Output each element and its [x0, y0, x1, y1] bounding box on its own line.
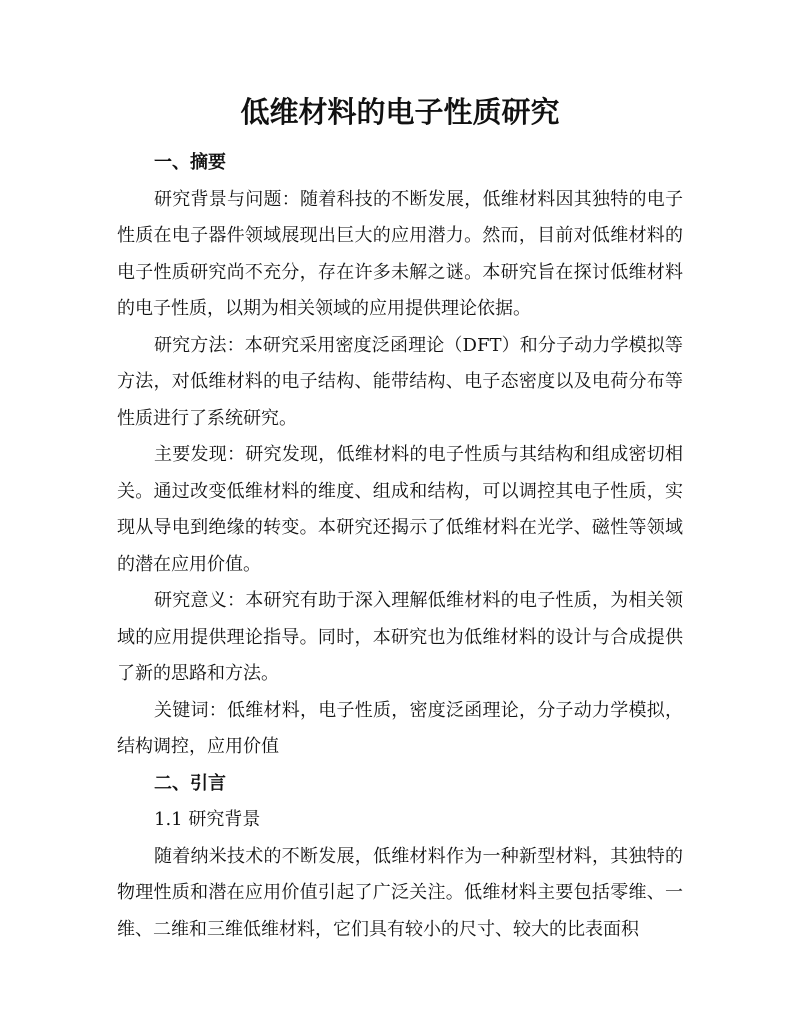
document-body: [117, 145, 683, 948]
introduction-paragraph: 随着纳米技术的不断发展，低维材料作为一种新型材料，其独特的物理性质和潜在应用价值引起了广泛关注。低维材料主要包括零维、一维、二维和三维低维材料，它们具有较小的尺寸、较大的比表面积: [117, 845, 683, 940]
keywords-paragraph: 关键词：低维材料，电子性质，密度泛函理论，分子动力学模拟，结构调控，应用价值: [117, 699, 683, 757]
abstract-findings-paragraph: 主要发现：研究发现，低维材料的电子性质与其结构和组成密切相关。通过改变低维材料的维度、组成和结构，可以调控其电子性质，实现从导电到绝缘的转变。本研究还揭示了低维材料在光学、磁性等领域的潜在应用价值。: [117, 444, 683, 575]
abstract-methods-paragraph: 研究方法：本研究采用密度泛函理论（DFT）和分子动力学模拟等方法，对低维材料的电子结构、能带结构、电子态密度以及电荷分布等性质进行了系统研究。: [117, 334, 683, 429]
document-title: 低维材料的电子性质研究: [240, 95, 560, 129]
section-heading-abstract: 一、摘要: [154, 152, 226, 173]
abstract-significance-paragraph: 研究意义：本研究有助于深入理解低维材料的电子性质，为相关领域的应用提供理论指导。同时，本研究也为低维材料的设计与合成提供了新的思路和方法。: [117, 590, 683, 684]
section-heading-introduction: 二、引言: [154, 772, 226, 794]
abstract-background-paragraph: 研究背景与问题：随着科技的不断发展，低维材料因其独特的电子性质在电子器件领域展现出巨大的应用潜力。然而，目前对低维材料的电子性质研究尚不充分，存在许多未解之谜。本研究旨在探讨低维材料的电子性质，以期为相关领域的应用提供理论依据。: [117, 188, 683, 319]
subsection-heading-background: 1.1 研究背景: [154, 809, 261, 830]
